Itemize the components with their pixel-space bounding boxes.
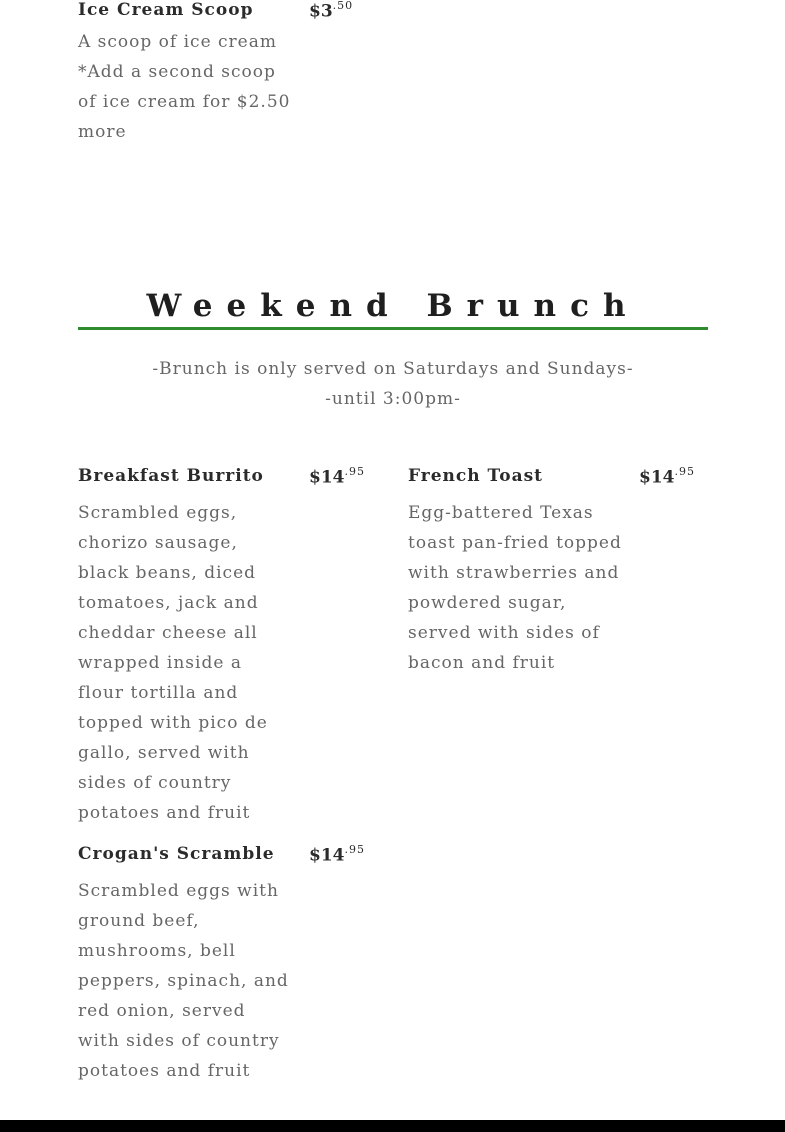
price-dollars: $14 xyxy=(309,467,345,488)
footer-bar xyxy=(0,1120,785,1132)
menu-item-breakfast-burrito xyxy=(78,465,378,823)
menu-item-crogans-scramble xyxy=(78,844,378,1084)
menu-item-ice-cream-scoop xyxy=(78,0,378,150)
item-price xyxy=(309,844,365,866)
item-price xyxy=(309,466,365,488)
item-name: French Toast xyxy=(408,466,544,486)
item-description: A scoop of ice cream *Add a second scoop of ice cream for $2.50 more xyxy=(78,32,291,142)
item-description: Scrambled eggs, chorizo sausage, black beans, diced tomatoes, jack and cheddar cheese all wrapped inside a flour tortilla and topped with pico de gallo, served with sides of country potatoes and fruit xyxy=(78,503,268,823)
price-dollars: $14 xyxy=(639,467,675,488)
item-price xyxy=(639,466,695,488)
item-description: Scrambled eggs with ground beef, mushrooms, bell peppers, spinach, and red onion, served with sides of country potatoes and fruit xyxy=(78,881,289,1081)
section-note-days: -Brunch is only served on Saturdays and Sundays- xyxy=(152,359,634,379)
price-dollars: $14 xyxy=(309,845,345,866)
price-dollars: $3 xyxy=(309,1,333,22)
price-cents: .95 xyxy=(344,465,365,478)
item-name: Breakfast Burrito xyxy=(78,466,264,486)
price-cents: .95 xyxy=(674,465,695,478)
price-cents: .95 xyxy=(344,843,365,856)
section-title: Weekend Brunch xyxy=(146,288,640,324)
item-price xyxy=(309,0,353,22)
menu-item-french-toast xyxy=(408,466,708,676)
price-cents: .50 xyxy=(332,0,354,12)
section-divider xyxy=(78,327,708,330)
item-name: Ice Cream Scoop xyxy=(78,0,254,20)
section-note-hours: -until 3:00pm- xyxy=(325,389,461,409)
item-description: Egg-battered Texas toast pan-fried topped with strawberries and powdered sugar, served with sides of bacon and fruit xyxy=(408,503,622,673)
item-name: Crogan's Scramble xyxy=(78,844,275,864)
